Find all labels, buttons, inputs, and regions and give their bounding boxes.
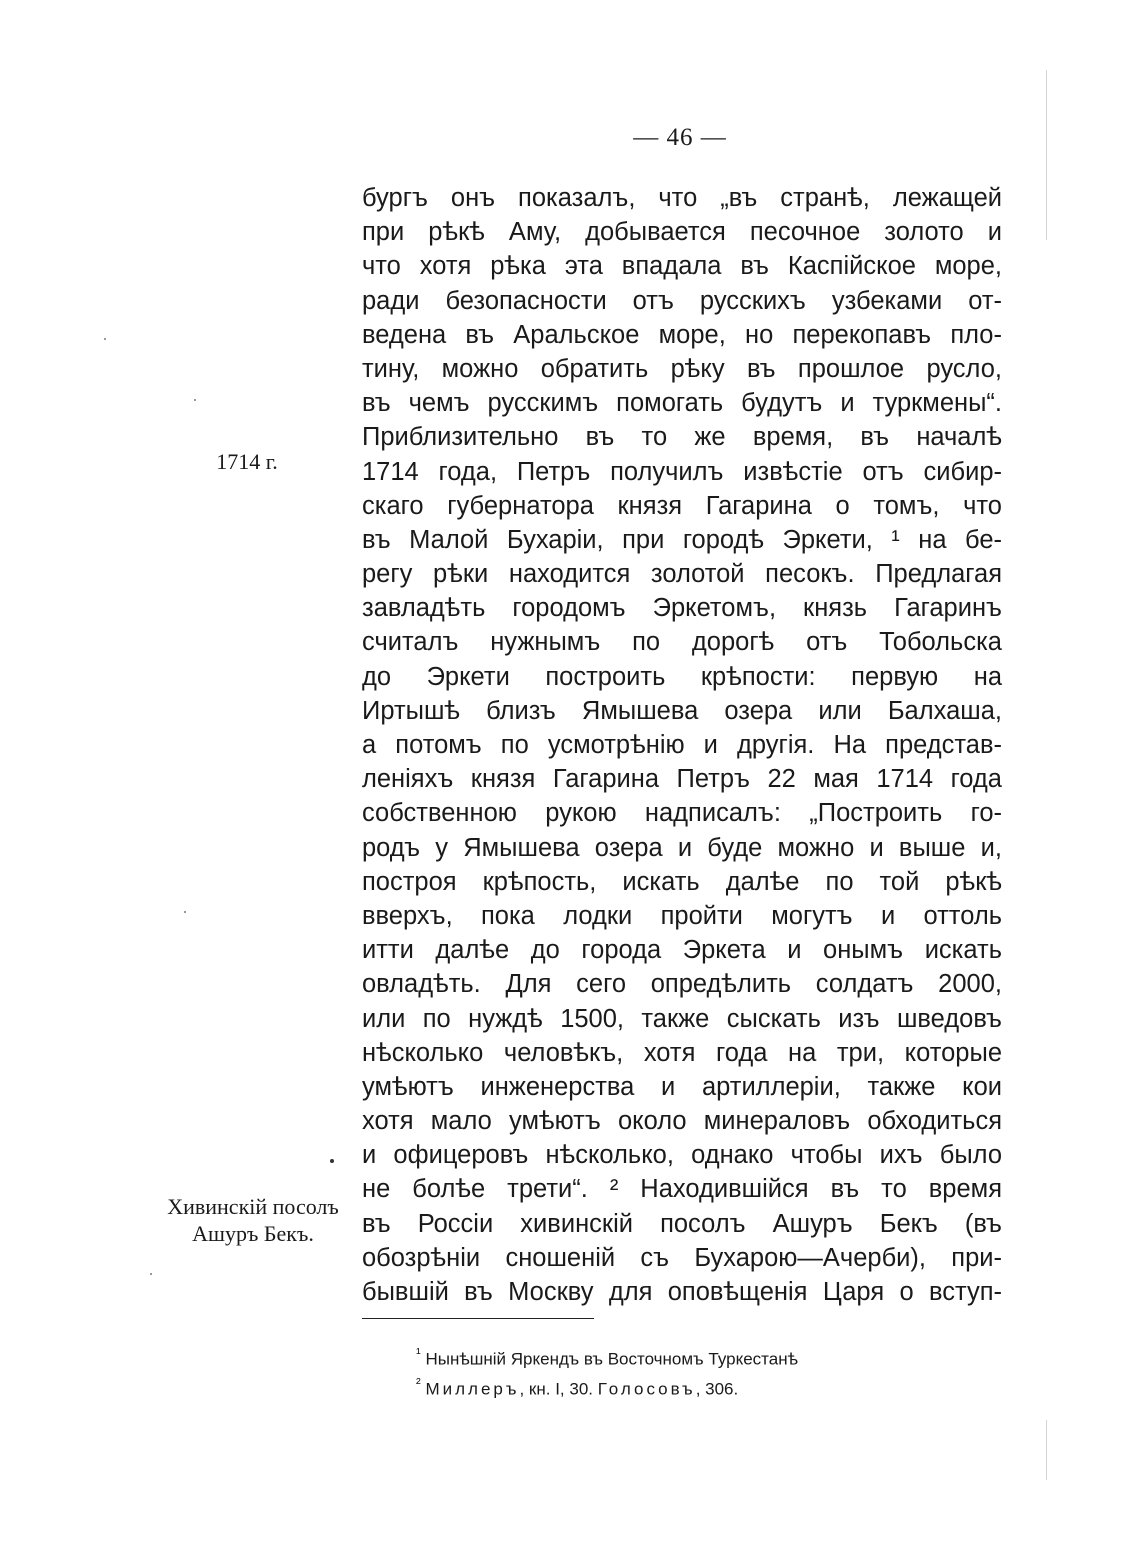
body-line: бургъ онъ показалъ, что „въ странѣ, лежащей (362, 184, 1002, 212)
body-text (362, 181, 1002, 1309)
page-number: — 46 — (633, 124, 727, 151)
body-line: Приблизительно въ то же время, въ началѣ (362, 423, 1002, 452)
body-line: овладѣть. Для сего опредѣлить солдатъ 2000, (362, 970, 1002, 999)
scan-speck (194, 399, 196, 401)
body-line: въ Россіи хивинскій посолъ Ашуръ Бекъ (въ (362, 1209, 1002, 1238)
scan-speck (330, 1159, 334, 1163)
body-line: леніяхъ князя Гагарина Петръ 22 мая 1714 года (362, 765, 1002, 794)
footnote-2-author-2: Голосовъ (597, 1379, 696, 1399)
body-line: вверхъ, пока лодки пройти могутъ и оттоль (362, 901, 1002, 930)
footnote-2-mark: ² (416, 1375, 421, 1392)
body-line: или по нуждѣ 1500, также сыскать изъ шведовъ (362, 1004, 1002, 1033)
body-line: что хотя рѣка эта впадала въ Каспійское море, (362, 252, 1002, 281)
scan-speck (150, 1273, 152, 1275)
footnotes (416, 1342, 976, 1401)
footnote-rule (362, 1318, 594, 1319)
body-line: ради безопасности отъ русскихъ узбеками от- (362, 286, 1002, 315)
footnote-2-ref-2: , 306. (695, 1379, 739, 1399)
body-line: въ Малой Бухаріи, при городѣ Эркети, ¹ на бе- (362, 525, 1002, 554)
margin-note-year: 1714 г. (216, 449, 278, 474)
footnote-1 (416, 1342, 976, 1372)
body-line: ведена въ Аральское море, но перекопавъ пло- (362, 320, 1002, 349)
body-line: считалъ нужнымъ по дорогѣ отъ Тобольска (362, 628, 1002, 657)
body-line: построя крѣпость, искать далѣе по той рѣкѣ (362, 867, 1002, 896)
scan-speck (104, 338, 106, 340)
body-line: а потомъ по усмотрѣнію и другія. На представ- (362, 731, 1002, 759)
body-line: бывшій въ Москву для оповѣщенія Царя о вступ- (362, 1278, 1002, 1306)
footnote-1-mark: ¹ (416, 1346, 421, 1362)
body-line: регу рѣки находится золотой песокъ. Предлагая (362, 560, 1002, 589)
body-line: умѣютъ инженерства и артиллеріи, также кои (362, 1072, 1002, 1101)
body-line: и офицеровъ нѣсколько, однако чтобы ихъ было (362, 1141, 1002, 1170)
body-line: не болѣе трети“. ² Находившійся въ то время (362, 1175, 1002, 1204)
footnote-1-text: Нынѣшній Яркендъ въ Восточномъ Туркестанѣ (425, 1349, 799, 1369)
body-line: завладѣть городомъ Эркетомъ, князь Гагаринъ (362, 594, 1002, 623)
body-line: тину, можно обратить рѣку въ прошлое русло, (362, 354, 1002, 383)
body-line: итти далѣе до города Эркета и онымъ искать (362, 936, 1002, 965)
body-line: до Эркети построить крѣпости: первую на (362, 662, 1002, 691)
scan-speck (184, 911, 186, 913)
footnote-2-author-1: Миллеръ (425, 1379, 520, 1399)
scan-edge-line (1046, 70, 1047, 240)
body-line: Иртышѣ близъ Ямышева озера или Балхаша, (362, 696, 1002, 725)
margin-note-envoy-line2: Ашуръ Бекъ. (192, 1221, 314, 1246)
body-line: родъ у Ямышева озера и буде можно и выше и, (362, 833, 1002, 862)
footnote-2 (416, 1372, 976, 1402)
margin-note-envoy-line1: Хивинскій посолъ (167, 1194, 339, 1219)
body-line: обозрѣніи сношеній съ Бухарою—Ачерби), при- (362, 1243, 1002, 1272)
body-line: собственною рукою надписалъ: „Построить го- (362, 799, 1002, 828)
body-line: при рѣкѣ Аму, добывается песочное золото и (362, 218, 1002, 247)
body-line: въ чемъ русскимъ помогать будутъ и туркмены“. (362, 389, 1002, 418)
body-line: 1714 года, Петръ получилъ извѣстіе отъ сибир- (362, 457, 1002, 486)
body-line: нѣсколько человѣкъ, хотя года на три, которые (362, 1038, 1002, 1067)
footnote-2-ref-1: , кн. I, 30. (519, 1379, 598, 1399)
scan-edge-line (1046, 1420, 1047, 1480)
body-line: скаго губернатора князя Гагарина о томъ, что (362, 491, 1002, 520)
body-line: хотя мало умѣютъ около минераловъ обходиться (362, 1107, 1002, 1136)
margin-note-envoy (138, 1193, 368, 1247)
